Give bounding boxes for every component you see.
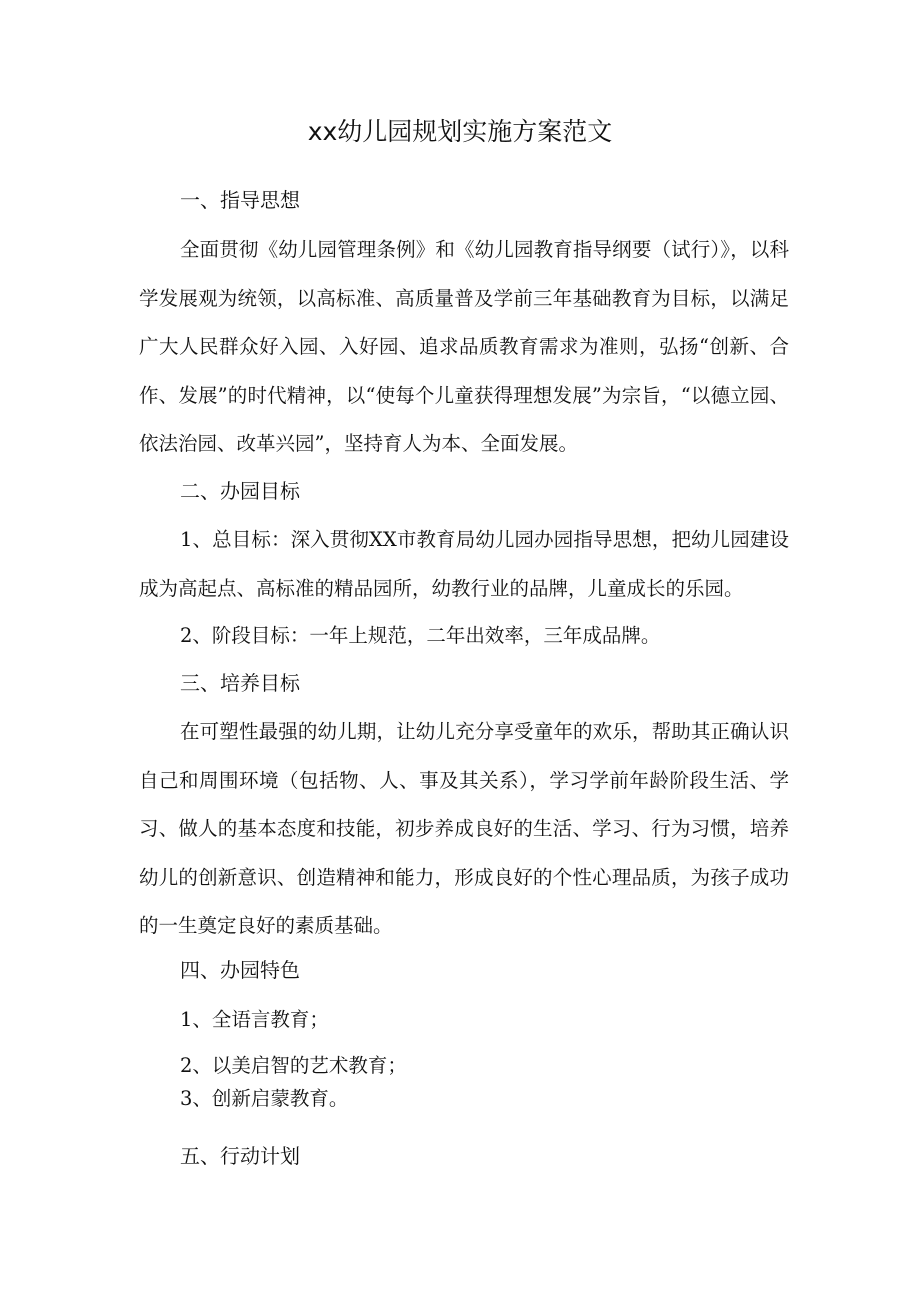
section-heading-school-goals: 二、办园目标	[180, 479, 300, 503]
section-heading-school-features: 四、办园特色	[180, 958, 300, 982]
feature-list-item: 3、创新启蒙教育。	[180, 1087, 349, 1110]
feature-list-item: 2、以美启智的艺术教育；	[180, 1054, 407, 1077]
section-paragraph-training-goals: 在可塑性最强的幼儿期，让幼儿充分享受童年的欢乐，帮助其正确认识自己和周围环境（包括物、人、事及其关系），学习学前年龄阶段生活、学习、做人的基本态度和技能，初步养成良好的生活、学习、行为习惯，培养幼儿的创新意识、创造精神和能力，形成良好的个性心理品质，为孩子成功的一生奠定良好的素质基础。	[139, 720, 789, 937]
document-title: xx幼儿园规划实施方案范文	[307, 117, 613, 146]
section-heading-guiding-thought: 一、指导思想	[180, 188, 300, 212]
section-paragraph-guiding-thought: 全面贯彻《幼儿园管理条例》和《幼儿园教育指导纲要（试行）》，以科学发展观为统领，以高标准、高质量普及学前三年基础教育为目标，以满足广大人民群众好入园、入好园、追求品质教育需求为准则，弘扬“创新、合作、发展”的时代精神，以“使每个儿童获得理想发展”为宗旨，“以德立园、依法治园、改革兴园”，坚持育人为本、全面发展。	[139, 238, 789, 455]
section-heading-training-goals: 三、培养目标	[180, 671, 300, 695]
section-paragraph-stage-goal: 2、阶段目标：一年上规范，二年出效率，三年成品牌。	[180, 624, 661, 647]
section-heading-action-plan: 五、行动计划	[180, 1144, 300, 1168]
feature-list-item: 1、全语言教育；	[180, 1008, 329, 1031]
section-paragraph-overall-goal: 1、总目标：深入贯彻XX市教育局幼儿园办园指导思想，把幼儿园建设成为高起点、高标准的精品园所，幼教行业的品牌，儿童成长的乐园。	[139, 528, 789, 600]
